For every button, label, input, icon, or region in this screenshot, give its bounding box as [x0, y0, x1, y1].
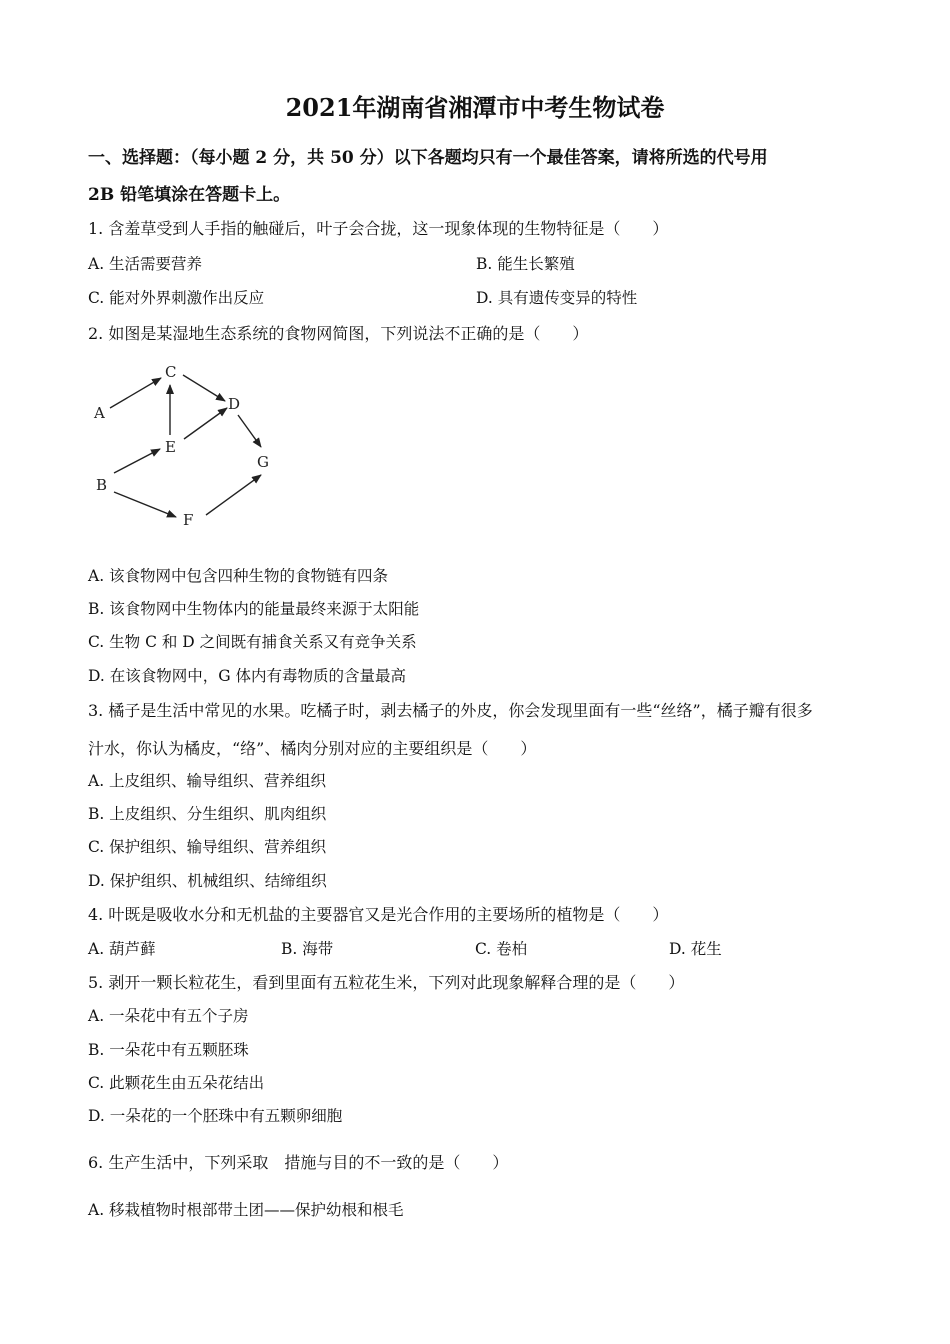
arrow-b-to-f	[114, 492, 176, 517]
question-3-option-c: C. 保护组织、输导组织、营养组织	[88, 838, 327, 856]
node-e-label: E	[165, 438, 176, 456]
node-b-label: B	[96, 476, 108, 494]
arrow-a-to-c	[110, 378, 161, 408]
question-4-option-a: A. 葫芦藓	[88, 940, 156, 958]
question-5-option-c: C. 此颗花生由五朵花结出	[88, 1074, 265, 1092]
question-5-option-a: A. 一朵花中有五个子房	[88, 1007, 249, 1025]
section-heading-line2: 2B 铅笔填涂在答题卡上。	[88, 185, 291, 205]
node-a-label: A	[94, 404, 105, 422]
question-3-stem-line2: 汁水，你认为橘皮，“络”、橘肉分别对应的主要组织是（ ）	[88, 739, 537, 758]
question-5-option-b: B. 一朵花中有五颗胚珠	[88, 1041, 249, 1059]
question-2-stem: 2. 如图是某湿地生态系统的食物网简图，下列说法不正确的是（ ）	[88, 324, 589, 343]
arrow-f-to-g	[206, 475, 261, 515]
node-g-label: G	[257, 453, 269, 471]
node-c-label: C	[165, 363, 177, 381]
arrow-c-to-d	[183, 375, 225, 401]
question-4-stem: 4. 叶既是吸收水分和无机盐的主要器官又是光合作用的主要场所的植物是（ ）	[88, 905, 669, 924]
section-heading-line1: 一、选择题：（每小题 2 分，共 50 分）以下各题均只有一个最佳答案，请将所选的代号用	[88, 148, 768, 168]
question-1-option-b: B. 能生长繁殖	[476, 255, 575, 273]
question-4-option-c: C. 卷柏	[475, 940, 528, 958]
question-6-option-a: A. 移栽植物时根部带土团——保护幼根和根毛	[88, 1201, 404, 1219]
arrow-b-to-e	[114, 449, 160, 473]
question-4-option-b: B. 海带	[281, 940, 334, 958]
question-2-option-a: A. 该食物网中包含四种生物的食物链有四条	[88, 567, 389, 585]
question-3-option-d: D. 保护组织、机械组织、结缔组织	[88, 872, 327, 890]
question-1-option-d: D. 具有遗传变异的特性	[476, 289, 638, 307]
question-2-option-b: B. 该食物网中生物体内的能量最终来源于太阳能	[88, 600, 420, 618]
question-3-option-b: B. 上皮组织、分生组织、肌肉组织	[88, 805, 327, 823]
node-d-label: D	[228, 395, 241, 413]
arrow-e-to-d	[184, 408, 227, 439]
question-5-option-d: D. 一朵花的一个胚珠中有五颗卵细胞	[88, 1107, 343, 1125]
question-4-option-d: D. 花生	[669, 940, 722, 958]
question-6-stem: 6. 生产生活中，下列采取 措施与目的不一致的是（ ）	[88, 1153, 509, 1172]
question-1-option-a: A. 生活需要营养	[88, 255, 203, 273]
food-web-diagram	[88, 355, 288, 535]
question-3-option-a: A. 上皮组织、输导组织、营养组织	[88, 772, 327, 790]
question-5-stem: 5. 剥开一颗长粒花生，看到里面有五粒花生米，下列对此现象解释合理的是（ ）	[88, 973, 685, 992]
question-3-stem-line1: 3. 橘子是生活中常见的水果。吃橘子时，剥去橘子的外皮，你会发现里面有一些“丝络”，橘子瓣有很多	[88, 701, 813, 720]
question-2-option-d: D. 在该食物网中，G 体内有毒物质的含量最高	[88, 667, 407, 685]
question-1-option-c: C. 能对外界刺激作出反应	[88, 289, 265, 307]
node-f-label: F	[183, 511, 194, 529]
question-1-stem: 1. 含羞草受到人手指的触碰后，叶子会合拢，这一现象体现的生物特征是（ ）	[88, 219, 669, 238]
arrow-d-to-g	[238, 415, 261, 447]
question-2-option-c: C. 生物 C 和 D 之间既有捕食关系又有竞争关系	[88, 633, 417, 651]
page-title: 2021年湖南省湘潭市中考生物试卷	[285, 93, 665, 122]
